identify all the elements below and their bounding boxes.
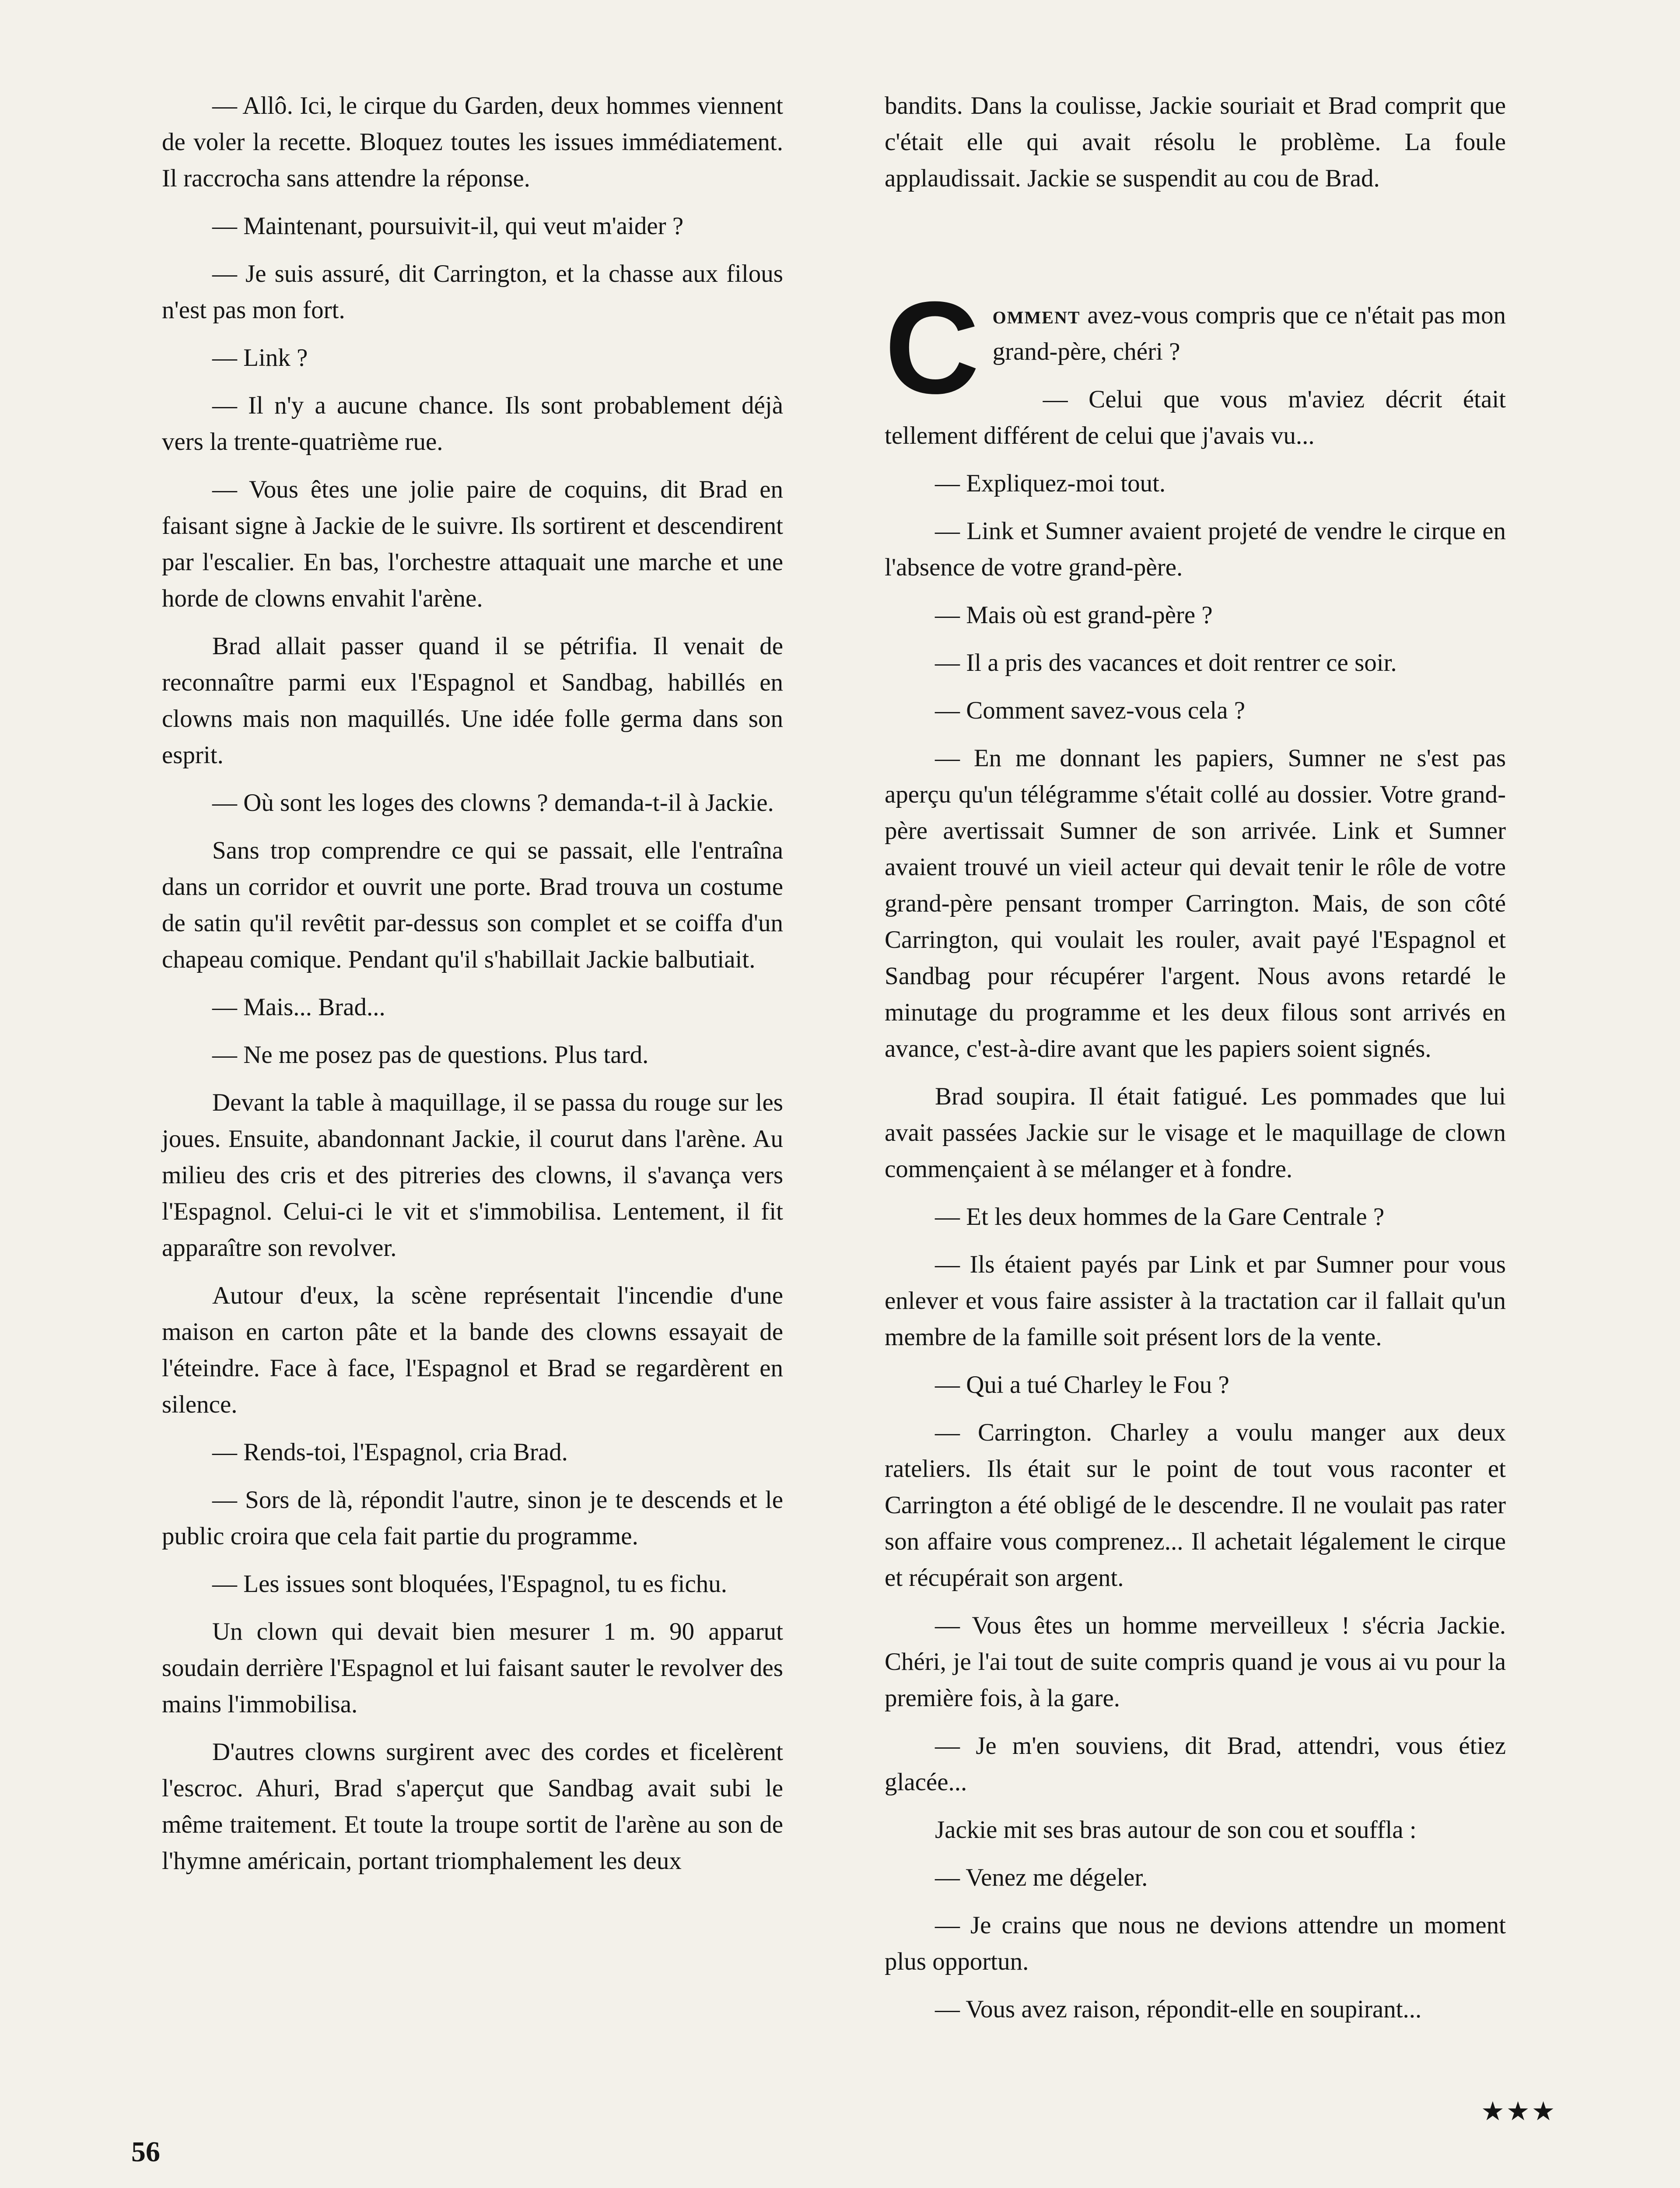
page-number: 56 <box>131 2136 160 2168</box>
paragraph: — Vous êtes une jolie paire de coquins, dit Brad en faisant signe à Jackie de le suivre. Ils sortirent et descendirent par l'escalier. En bas, l'orchestre attaquait une marche et une horde de clowns envahit l'arène. <box>162 476 783 612</box>
end-mark: ★★★ <box>1481 2096 1557 2127</box>
paragraph: — Mais où est grand-père ? <box>935 601 1213 629</box>
drop-cap: C <box>885 274 980 421</box>
paragraph: — Allô. Ici, le cirque du Garden, deux hommes viennent de voler la recette. Bloquez toutes les issues immédiatement. Il raccrocha sans attendre la réponse. <box>162 92 783 192</box>
paragraph: — Carrington. Charley a voulu manger aux deux rateliers. Ils était sur le point de tout vous raconter et Carrington a été obligé de le descendre. Il ne voulait pas rater son affaire vous comprenez... Il achetait légalement le cirque et récupérait son argent. <box>885 1419 1506 1592</box>
paragraph: — Maintenant, poursuivit-il, qui veut m'aider ? <box>212 212 684 240</box>
paragraph: Devant la table à maquillage, il se passa du rouge sur les joues. Ensuite, abandonnant Jackie, il courut dans l'arène. Au milieu des cris et des pitreries des clowns, il s'avança vers l'Espagnol. Celui-ci le vit et s'immobilisa. Lentement, il fit apparaître son revolver. <box>162 1089 783 1262</box>
paragraph: Brad soupira. Il était fatigué. Les pommades que lui avait passées Jackie sur le visage et le maquillage de clown commençaient à se mélanger et à fondre. <box>885 1083 1506 1183</box>
paragraph: Brad allait passer quand il se pétrifia. Il venait de reconnaître parmi eux l'Espagnol et Sandbag, habillés en clowns mais non maquillés. Une idée folle germa dans son esprit. <box>162 632 783 769</box>
opening-text: avez-vous compris que ce n'était pas mon grand-père, chéri ? <box>992 302 1506 365</box>
paragraph: — Où sont les loges des clowns ? demanda-t-il à Jackie. <box>212 789 774 817</box>
paragraph: — Expliquez-moi tout. <box>935 470 1166 497</box>
paragraph: — Je crains que nous ne devions attendre un moment plus opportun. <box>885 1911 1506 1975</box>
right-column <box>885 88 1506 2039</box>
paragraph: — Il a pris des vacances et doit rentrer ce soir. <box>935 649 1397 677</box>
paragraph: — Il n'y a aucune chance. Ils sont probablement déjà vers la trente-quatrième rue. <box>162 392 783 456</box>
paragraph: — Mais... Brad... <box>212 993 385 1021</box>
paragraph: — Link ? <box>212 344 308 372</box>
paragraph: — Ne me posez pas de questions. Plus tard. <box>212 1041 649 1069</box>
paragraph: — Et les deux hommes de la Gare Centrale ? <box>935 1203 1385 1231</box>
paragraph: — Ils étaient payés par Link et par Sumner pour vous enlever et vous faire assister à la tractation car il fallait qu'un membre de la famille soit présent lors de la vente. <box>885 1251 1506 1351</box>
paragraph: D'autres clowns surgirent avec des cordes et ficelèrent l'escroc. Ahuri, Brad s'aperçut que Sandbag avait subi le même traitement. Et toute la troupe sortit de l'arène au son de l'hymne américain, portant triomphalement les deux <box>162 1738 783 1875</box>
paragraph: — En me donnant les papiers, Sumner ne s'est pas aperçu qu'un télégramme s'était collé au dossier. Votre grand-père avertissait Sumner de son arrivée. Link et Sumner avaient trouvé un vieil acteur qui devait tenir le rôle de votre grand-père pensant tromper Carrington. Mais, de son côté Carrington, qui voulait les rouler, avait payé l'Espagnol et Sandbag pour récupérer l'argent. Nous avons retardé le minutage du programme et les deux filous sont arrivés en avance, c'est-à-dire avant que les papiers soient signés. <box>885 744 1506 1062</box>
paragraph: Autour d'eux, la scène représentait l'incendie d'une maison en carton pâte et la bande des clowns essayait de l'éteindre. Face à face, l'Espagnol et Brad se regardèrent en silence. <box>162 1282 783 1418</box>
paragraph: — Comment savez-vous cela ? <box>935 697 1246 724</box>
section-opening <box>885 274 1506 454</box>
paragraph: — Je suis assuré, dit Carrington, et la chasse aux filous n'est pas mon fort. <box>162 260 783 324</box>
paragraph: — Rends-toi, l'Espagnol, cria Brad. <box>212 1438 568 1466</box>
paragraph: — Celui que vous m'aviez décrit était tellement différent de celui que j'avais vu... <box>885 386 1506 449</box>
paragraph: — Link et Sumner avaient projeté de vendre le cirque en l'absence de votre grand-père. <box>885 517 1506 581</box>
paragraph: — Vous êtes un homme merveilleux ! s'écria Jackie. Chéri, je l'ai tout de suite compris quand je vous ai vu pour la première fois, à la gare. <box>885 1612 1506 1712</box>
paragraph: Un clown qui devait bien mesurer 1 m. 90 apparut soudain derrière l'Espagnol et lui faisant sauter le revolver des mains l'immobilisa. <box>162 1618 783 1718</box>
paragraph: — Je m'en souviens, dit Brad, attendri, vous étiez glacée... <box>885 1732 1506 1796</box>
paragraph: — Vous avez raison, répondit-elle en soupirant... <box>935 1995 1422 2023</box>
paragraph: Jackie mit ses bras autour de son cou et souffla : <box>935 1816 1417 1844</box>
paragraph: — Qui a tué Charley le Fou ? <box>935 1371 1229 1399</box>
paragraph: — Venez me dégeler. <box>935 1864 1148 1891</box>
paragraph: — Sors de là, répondit l'autre, sinon je te descends et le public croira que cela fait partie du programme. <box>162 1486 783 1550</box>
paragraph: Sans trop comprendre ce qui se passait, elle l'entraîna dans un corridor et ouvrit une porte. Brad trouva un costume de satin qu'il revêtit par-dessus son complet et se coiffa d'un chapeau comique. Pendant qu'il s'habillait Jackie balbutiait. <box>162 837 783 973</box>
paragraph-continued: bandits. Dans la coulisse, Jackie souriait et Brad comprit que c'était elle qui avait résolu le problème. La foule applaudissait. Jackie se suspendit au cou de Brad. <box>885 92 1506 192</box>
paragraph: — Les issues sont bloquées, l'Espagnol, tu es fichu. <box>212 1570 728 1598</box>
left-column <box>162 88 783 1890</box>
small-caps-lead: omment <box>992 302 1081 329</box>
